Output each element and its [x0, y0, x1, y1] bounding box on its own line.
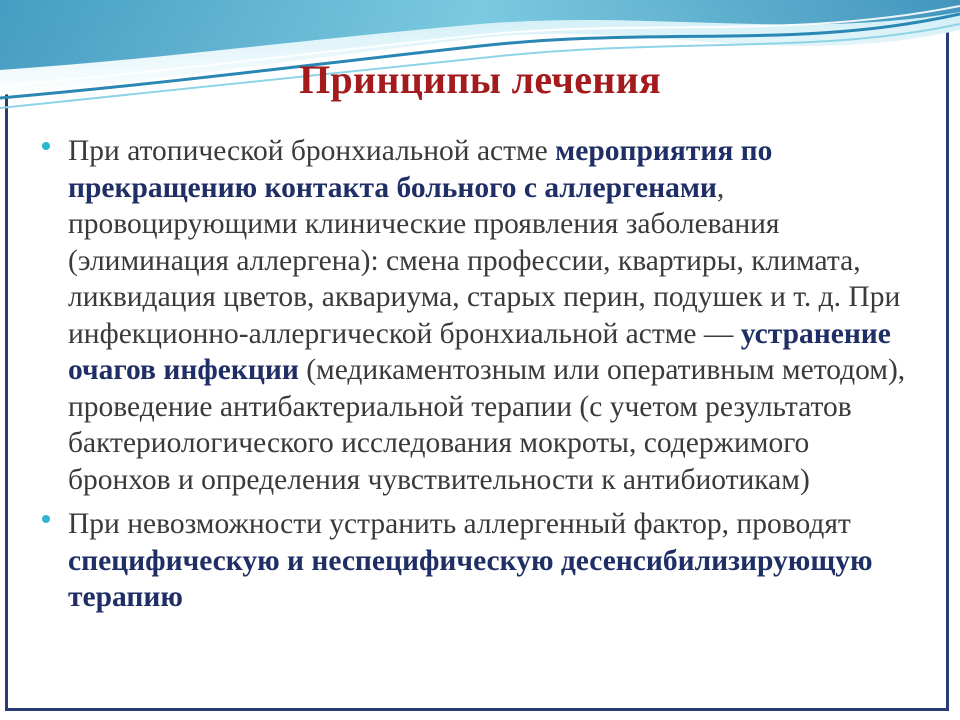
bullet-dot-icon — [42, 142, 50, 150]
bullet-1-text-3: (медикаментозным или оперативным методом), проведение антибактериальной терапии (с учетом результатов бактериологического исследования мокроты, содержимого бронхов и определения чувствительности к антибиотикам) — [68, 354, 906, 496]
bullet-1-highlight-1: мероприятия по прекращению контакта больного с аллергенами — [68, 135, 773, 204]
bullet-1-highlight-2: устранение очагов инфекции — [68, 317, 891, 386]
bullet-2-text-1: При невозможности устранить аллергенный фактор, проводят — [68, 508, 851, 540]
bullet-item-1 — [38, 133, 918, 498]
bullet-2-highlight-1: специфическую и неспецифическую десенсибилизирующую терапию — [68, 544, 873, 613]
bullet-item-2 — [38, 506, 918, 616]
bullet-dot-icon — [42, 515, 50, 523]
slide-title: Принципы лечения — [299, 57, 661, 102]
bullet-1-text-2: , провоцирующими клинические проявления заболевания (элиминация аллергена): смена профессии, квартиры, климата, ликвидация цветов, аквариума, старых перин, подушек и т. д. При инфекционно-аллергической бронхиальной астме — — [68, 171, 901, 350]
bullet-list — [38, 133, 918, 624]
bullet-1-text-1: При атопической бронхиальной астме — [68, 135, 556, 167]
